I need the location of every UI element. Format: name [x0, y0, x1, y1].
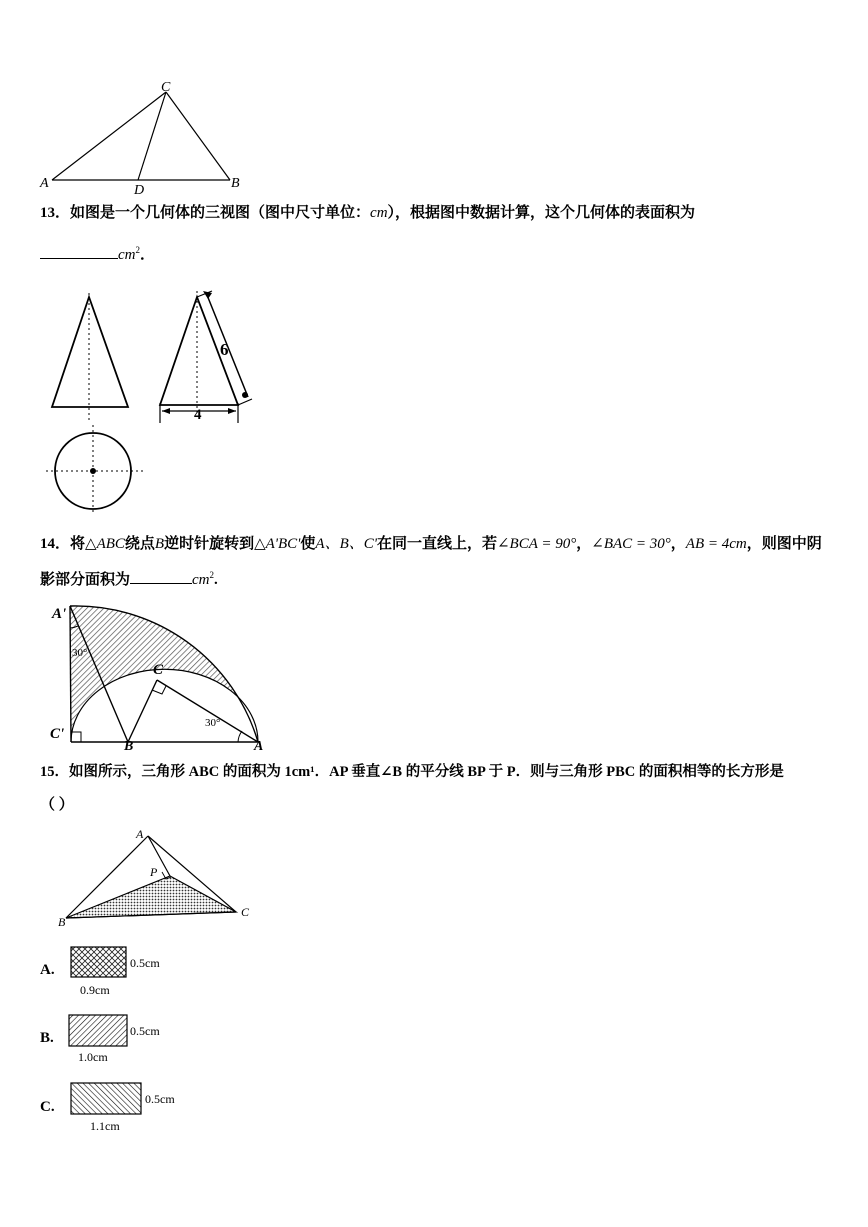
question-15-text: [40, 763, 784, 782]
q14-triangle-1: △ABC: [85, 536, 125, 552]
label-d: D: [134, 183, 145, 195]
angle-30-right: 30°: [205, 717, 221, 729]
option-c-width: 1.1cm: [90, 1119, 120, 1133]
question-13-part1: 如图是一个几何体的三视图（图中尺寸单位：: [70, 205, 371, 221]
q14-text-3: 逆时针旋转到: [164, 536, 255, 552]
slant-dimension: 6: [220, 340, 229, 359]
label-a-prime: A': [52, 606, 67, 622]
q14-cond-2: ∠BAC = 30°: [591, 536, 671, 552]
q14-text-1: 将: [70, 536, 86, 552]
question-13-text: [40, 204, 695, 224]
angle-30-top: 30°: [72, 647, 88, 659]
option-a-label[interactable]: A.: [40, 962, 55, 978]
question-13-number: 13．: [40, 205, 71, 221]
q14-cond-3: AB = 4cm: [685, 536, 747, 552]
question-15-body: 如图所示，三角形 ABC 的面积为 1cm¹．AP 垂直∠B 的平分线 BP 于 P．则与三角形 PBC 的面积相等的长方形是: [69, 764, 784, 780]
q14-points: A、B、C': [315, 536, 377, 552]
label-c: C: [161, 80, 171, 95]
triangle-figure-abc: [38, 80, 248, 195]
label-a: A: [40, 176, 49, 191]
label-b: B: [58, 915, 66, 929]
q14-cond-1: ∠BCA = 90°: [496, 536, 577, 552]
base-dimension: 4: [194, 407, 202, 423]
question-14-line2: [40, 569, 218, 591]
q14-triangle-2: △A'BC': [254, 536, 301, 552]
option-c-label[interactable]: C.: [40, 1099, 55, 1115]
question-13-unit: cm: [370, 205, 388, 221]
question-13-part2: ），根据图中数据计算，这个几何体的表面积为: [387, 205, 696, 221]
q14-sep-2: ，: [670, 536, 686, 552]
q14-unit: cm: [192, 572, 210, 588]
question-14-number: 14．: [40, 536, 71, 552]
question-15-number: 15．: [40, 764, 69, 780]
option-a-rectangle[interactable]: [70, 946, 130, 978]
option-b-width: 1.0cm: [78, 1050, 108, 1064]
q14-line2-text: 影部分面积为: [40, 572, 131, 588]
option-a-height: 0.5cm: [130, 956, 160, 970]
option-b-height: 0.5cm: [130, 1024, 160, 1038]
option-b-rectangle[interactable]: [68, 1014, 130, 1048]
q14-text-4: 使: [300, 536, 316, 552]
option-c-height: 0.5cm: [145, 1092, 175, 1106]
option-a-width: 0.9cm: [80, 983, 110, 997]
question-14-line1: [40, 535, 822, 555]
answer-exponent: 2: [135, 245, 140, 255]
triangle-pbc-figure: [40, 826, 270, 931]
label-b: B: [124, 739, 134, 753]
option-b-label[interactable]: B.: [40, 1030, 54, 1046]
label-c: C: [153, 662, 164, 678]
answer-unit: cm: [118, 247, 136, 263]
q14-answer-blank[interactable]: [130, 569, 192, 584]
label-c: C: [241, 905, 250, 919]
q14-text-6: ，则图中阴: [746, 536, 822, 552]
q14-sep-1: ，: [576, 536, 592, 552]
label-a: A: [136, 827, 144, 841]
q14-point-b: B: [154, 536, 165, 552]
rotation-figure: [40, 598, 280, 753]
label-a: A: [254, 739, 264, 753]
answer-blank[interactable]: [40, 244, 118, 259]
option-c-rectangle[interactable]: [70, 1082, 145, 1116]
answer-end: ．: [140, 247, 156, 263]
question-13-answer-line: [40, 244, 155, 266]
label-p: P: [150, 865, 158, 879]
q14-text-5: 在同一直线上，若: [376, 536, 497, 552]
question-15-paren: （ ）: [40, 797, 74, 813]
label-b: B: [231, 176, 240, 191]
q14-exponent: 2: [209, 570, 215, 580]
label-c-prime: C': [50, 726, 65, 742]
three-views-figure: [40, 285, 270, 520]
q14-end: .: [214, 572, 218, 588]
q14-text-2: 绕点: [124, 536, 155, 552]
